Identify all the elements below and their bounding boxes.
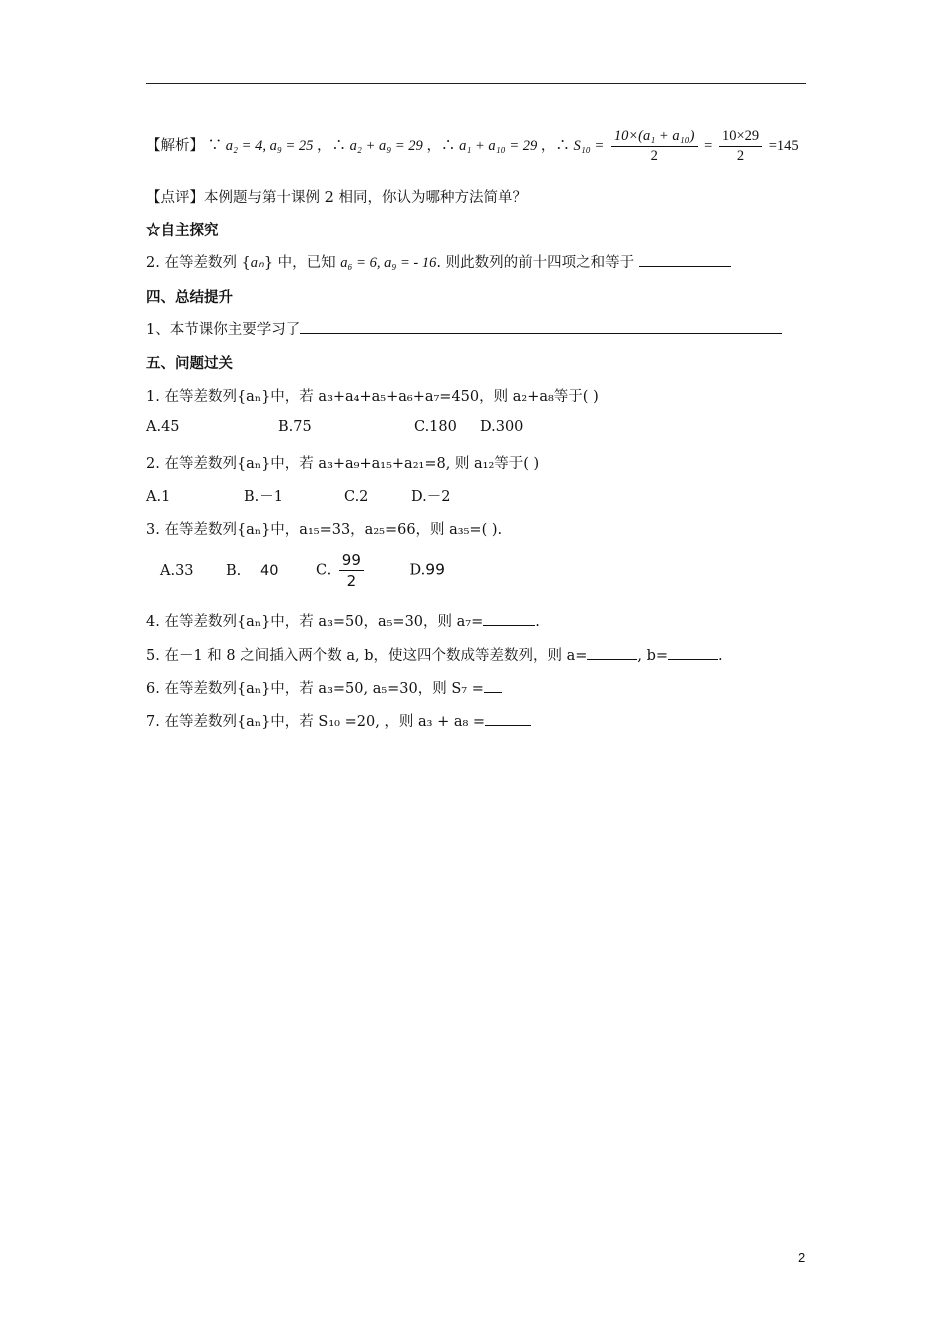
analysis-result: =145 [768, 137, 799, 154]
comment-label: 【点评】 [146, 190, 204, 206]
quiz-heading: 五、问题过关 [146, 355, 233, 372]
q5-text: 5. 在－1 和 8 之间插入两个数 a, b，使这四个数成等差数列，则 a= [146, 648, 588, 664]
summary-q1-text: 1、本节课你主要学习了 [146, 322, 301, 338]
q2-answer-blank[interactable] [639, 252, 731, 267]
q3-option-a[interactable]: A.33 [160, 562, 194, 579]
quiz-q1-options [146, 419, 523, 435]
self-study-heading: ☆自主探究 [146, 222, 219, 239]
q5-end: . [718, 648, 723, 664]
q5-mid: , b= [637, 648, 669, 664]
q3-option-d-label[interactable]: D. [409, 562, 426, 579]
q3-c-denominator: 2 [346, 572, 357, 590]
q2-condition: a₆ = 6, a₉ = - 16 [340, 255, 437, 271]
q2-mid: } 中，已知 [263, 255, 336, 271]
q3-option-c-label[interactable]: C. [316, 562, 332, 579]
q2-prefix: 2. 在等差数列 { [146, 255, 251, 271]
quiz-q2-options [146, 485, 450, 506]
therefore-1: ，∴ [317, 137, 347, 154]
fraction-2-denominator: 2 [736, 148, 745, 164]
q7-text: 7. 在等差数列{aₙ}中，若 S₁₀ =20, ，则 a₃ + a₈ = [146, 714, 486, 730]
q2-option-a[interactable]: A.1 [146, 489, 171, 505]
summary-heading: 四、总结提升 [146, 289, 233, 306]
analysis-label: 【解析】 [146, 137, 204, 154]
q4-end: . [535, 614, 540, 630]
fraction-2 [719, 128, 762, 165]
q5-answer-a-blank[interactable] [587, 645, 637, 660]
q1-option-d[interactable]: D.300 [480, 419, 524, 435]
fraction-1-numerator: 10×(a₁ + a₁₀) [611, 128, 698, 147]
quiz-q1: 1. 在等差数列{aₙ}中，若 a₃+a₄+a₅+a₆+a₇=450，则 a₂+a₈等于( ) [146, 389, 599, 405]
comment-line [146, 186, 527, 207]
fraction-1-denominator: 2 [650, 148, 658, 164]
analysis-eq2: a₂ + a₉ = 29 [349, 137, 423, 154]
quiz-q6 [146, 677, 502, 698]
quiz-q3: 3. 在等差数列{aₙ}中，a₁₅=33，a₂₅=66，则 a₃₅=( ). [146, 522, 503, 538]
q6-answer-blank[interactable] [484, 678, 502, 693]
q3-option-d-value: 99 [425, 560, 445, 579]
because-symbol: ∵ [207, 137, 223, 154]
quiz-q7 [146, 710, 531, 731]
q1-option-a[interactable]: A.45 [146, 419, 180, 435]
q3-option-b-label[interactable]: B. [226, 562, 242, 579]
quiz-q2: 2. 在等差数列{aₙ}中，若 a₃+a₉+a₁₅+a₂₁=8, 则 a₁₂等于( ) [146, 456, 540, 472]
therefore-2: ，∴ [426, 137, 456, 154]
q2-option-c[interactable]: C.2 [344, 489, 369, 505]
q3-c-numerator: 99 [339, 551, 364, 571]
analysis-eq1: a₂ = 4, a₉ = 25 [225, 137, 314, 154]
quiz-q5 [146, 644, 723, 665]
fraction-2-numerator: 10×29 [719, 128, 762, 147]
q7-answer-blank[interactable] [485, 711, 531, 726]
q4-text: 4. 在等差数列{aₙ}中，若 a₃=50，a₅=30，则 a₇= [146, 614, 484, 630]
fraction-1 [611, 128, 698, 165]
q2-option-b[interactable]: B.－1 [244, 489, 283, 505]
therefore-3: ，∴ [540, 137, 570, 154]
q1-option-b[interactable]: B.75 [278, 419, 312, 435]
q2-suffix: . 则此数列的前十四项之和等于 [436, 255, 635, 271]
q2-seq: aₙ [250, 255, 264, 271]
quiz-q4 [146, 610, 540, 631]
analysis-eq3: a₁ + a₁₀ = 29 [459, 137, 538, 154]
q5-answer-b-blank[interactable] [668, 645, 718, 660]
quiz-q3-options [160, 551, 445, 590]
q4-answer-blank[interactable] [483, 611, 535, 626]
q6-text: 6. 在等差数列{aₙ}中，若 a₃=50, a₅=30，则 S₇ = [146, 681, 484, 697]
comment-text: 本例题与第十课例 2 相同，你认为哪种方法简单？ [204, 190, 527, 206]
q3-option-c-fraction [339, 551, 364, 590]
analysis-line: 【解析】 ∵ a₂ = 4, a₉ = 25 ，∴ a₂ + a₉ = 29 ，∴ a₁ + a₁₀ = 29 ，∴ S₁₀ = $\frac{\text{10×(a₁ + a₁₀)}}{2}$ = $\frac{10\times 29}{2}$ =145 [146, 128, 799, 164]
summary-question-1 [146, 318, 782, 339]
q3-option-b-value: 40 [260, 562, 279, 579]
q1-option-c[interactable]: C.180 [414, 419, 457, 435]
page-number: 2 [798, 1250, 806, 1265]
analysis-s10: S₁₀ = [573, 137, 605, 154]
q2-option-d[interactable]: D.－2 [411, 489, 451, 505]
summary-answer-blank[interactable] [300, 319, 782, 334]
header-rule [146, 83, 806, 84]
self-study-question-2 [146, 251, 731, 272]
